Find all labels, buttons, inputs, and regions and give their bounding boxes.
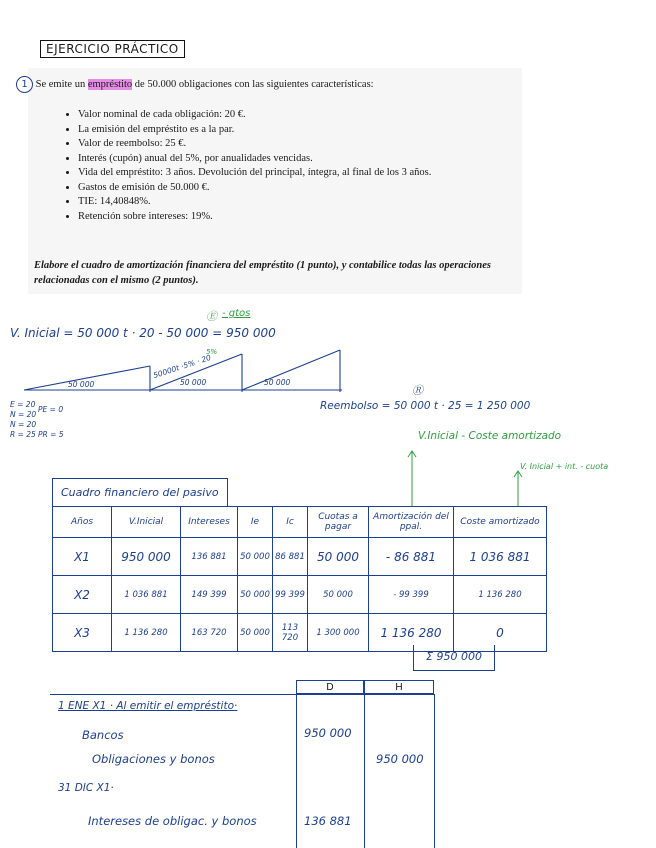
exercise-title: EJERCICIO PRÁCTICO: [40, 40, 185, 58]
statement-before: Se emite un: [35, 79, 88, 90]
amortization-total: Σ 950 000: [413, 645, 495, 671]
header-ie: Ie: [238, 507, 273, 538]
e-gtos-note: - gtos: [222, 308, 251, 319]
list-item: • TIE: 14,40848%.: [78, 195, 530, 210]
green-note-formula: V. Inicial + int. - cuota: [520, 462, 609, 471]
table-cell: 149 399: [181, 576, 238, 614]
table-cell: 113 720: [273, 614, 308, 652]
initial-value-formula: V. Inicial = 50 000 t · 20 - 50 000 = 950 000: [10, 326, 276, 340]
list-item: • Valor de reembolso: 25 €.: [78, 137, 530, 152]
table-cell: 86 881: [273, 538, 308, 576]
table-cell: 0: [454, 614, 547, 652]
list-item: • Gastos de emisión de 50.000 €.: [78, 181, 530, 196]
journal-account-bancos: Bancos: [82, 728, 124, 742]
amortization-table: [52, 506, 547, 652]
list-item: • La emisión del empréstito es a la par.: [78, 123, 530, 138]
table-cell: X3: [53, 614, 112, 652]
characteristics-list: [60, 108, 530, 224]
segment-2-amount: 50 000: [180, 378, 207, 387]
variable-list: [10, 400, 36, 440]
table-cell: 50 000: [308, 538, 369, 576]
list-item: • Interés (cupón) anual del 5%, por anualidades vencidas.: [78, 152, 530, 167]
journal-divider-mid: [364, 694, 365, 848]
timeline-diagram: [22, 340, 372, 400]
table-row: [53, 576, 547, 614]
r-circle-label: Ⓡ: [412, 384, 423, 397]
statement-intro: [16, 76, 516, 93]
table-cell: 1 136 280: [112, 614, 181, 652]
table-cell: 163 720: [181, 614, 238, 652]
table-cell: - 99 399: [369, 576, 454, 614]
header-ic: Ic: [273, 507, 308, 538]
variable-r: R = 25: [10, 430, 36, 439]
list-item: • Retención sobre intereses: 19%.: [78, 210, 530, 225]
question-number-circle: 1: [16, 76, 33, 93]
diagram-rate-note: 5%: [206, 348, 218, 356]
e-circle-label: Ⓔ: [206, 310, 217, 323]
variable-n1: N = 20: [10, 410, 37, 419]
header-interest: Intereses: [181, 507, 238, 538]
table-cell: 950 000: [112, 538, 181, 576]
annotation-arrows: [406, 440, 536, 510]
credit-header: H: [364, 680, 434, 694]
journal-divider-right: [434, 694, 435, 848]
table-cell: 1 036 881: [112, 576, 181, 614]
table-cell: 50 000: [238, 614, 273, 652]
journal-amount-credit-1: 950 000: [376, 752, 424, 766]
table-cell: X2: [53, 576, 112, 614]
table-cell: 1 136 280: [369, 614, 454, 652]
journal-amount-debit-2: 136 881: [304, 814, 352, 828]
variable-e: E = 20: [10, 400, 36, 409]
journal-top-rule: [50, 694, 434, 695]
journal-date-1: 1 ENE X1 · Al emitir el empréstito·: [58, 700, 238, 712]
table-header-row: [53, 507, 547, 538]
table-caption: Cuadro financiero del pasivo: [52, 478, 228, 506]
table-cell: 1 300 000: [308, 614, 369, 652]
table-row: [53, 538, 547, 576]
segment-1-amount: 50 000: [68, 380, 95, 389]
pr-note: PR = 5: [38, 430, 64, 439]
task-instructions: Elabore el cuadro de amortización financiera del empréstito (1 punto), y contabilice todas las operaciones relacionadas con el mismo (2 puntos).: [34, 260, 492, 286]
green-note-coste-amortizado: V.Inicial - Coste amortizado: [418, 430, 562, 442]
table-cell: 136 881: [181, 538, 238, 576]
journal-account-obligaciones: Obligaciones y bonos: [92, 752, 215, 766]
table-cell: 50 000: [238, 538, 273, 576]
list-item: • Vida del empréstito: 3 años. Devolución del principal, íntegra, al final de los 3 años.: [78, 166, 530, 181]
pe-note: PE = 0: [38, 405, 64, 414]
statement-after: de 50.000 obligaciones con las siguientes características:: [132, 79, 374, 90]
table-cell: 50 000: [238, 576, 273, 614]
table-cell: 99 399: [273, 576, 308, 614]
debit-header: D: [296, 680, 364, 694]
journal-divider-left: [296, 694, 297, 848]
header-amortized-cost: Coste amortizado: [454, 507, 547, 538]
timeline-slope-3: [242, 350, 340, 390]
header-initial-value: V.Inicial: [112, 507, 181, 538]
table-cell: X1: [53, 538, 112, 576]
table-cell: 50 000: [308, 576, 369, 614]
table-cell: 1 036 881: [454, 538, 547, 576]
variable-n2: N = 20: [10, 420, 37, 429]
journal-account-intereses: Intereses de obligac. y bonos: [88, 814, 257, 828]
header-amortization: Amortización del ppal.: [369, 507, 454, 538]
journal-date-2: 31 DIC X1·: [58, 782, 114, 794]
segment-3-amount: 50 000: [264, 378, 291, 387]
highlighted-word: empréstito: [87, 79, 133, 90]
diagram-coupon-note: 50000t ·5% · 20: [152, 352, 213, 381]
table-cell: - 86 881: [369, 538, 454, 576]
reembolso-formula: Reembolso = 50 000 t · 25 = 1 250 000: [320, 400, 531, 412]
journal-amount-debit-1: 950 000: [304, 726, 352, 740]
table-cell: 1 136 280: [454, 576, 547, 614]
header-years: Años: [53, 507, 112, 538]
list-item: • Valor nominal de cada obligación: 20 €.: [78, 108, 530, 123]
header-quotas: Cuotas a pagar: [308, 507, 369, 538]
